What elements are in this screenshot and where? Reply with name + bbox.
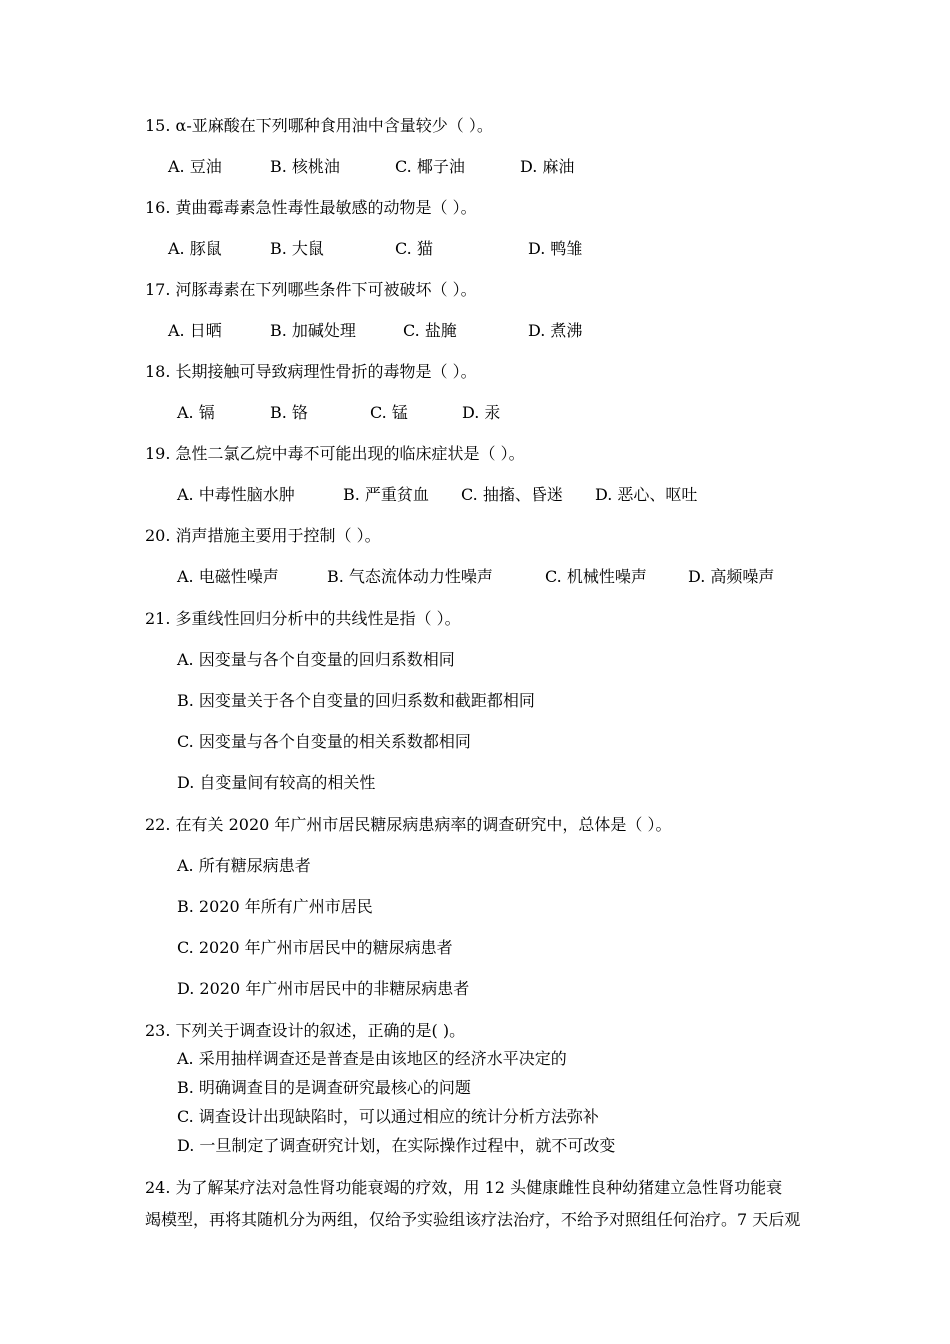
q23-option-d: D. 一旦制定了调查研究计划，在实际操作过程中，就不可改变 (177, 1136, 616, 1155)
q15-option-c: C. 椰子油 (395, 157, 465, 176)
q16-option-a: A. 豚鼠 (168, 239, 222, 258)
q19-option-c: C. 抽搐、昏迷 (461, 485, 563, 504)
question-19: 19. 急性二氯乙烷中毒不可能出现的临床症状是（ ）。 (145, 444, 525, 463)
q17-option-c: C. 盐腌 (403, 321, 457, 340)
q22-option-a: A. 所有糖尿病患者 (177, 856, 311, 875)
q21-option-d: D. 自变量间有较高的相关性 (177, 773, 376, 792)
q21-option-a: A. 因变量与各个自变量的回归系数相同 (177, 650, 455, 669)
q15-option-b: B. 核桃油 (270, 157, 340, 176)
q19-option-d: D. 恶心、呕吐 (595, 485, 698, 504)
q16-option-c: C. 猫 (395, 239, 433, 258)
q17-option-b: B. 加碱处理 (270, 321, 356, 340)
q17-option-a: A. 日晒 (168, 321, 222, 340)
q20-option-c: C. 机械性噪声 (545, 567, 647, 586)
question-17: 17. 河豚毒素在下列哪些条件下可被破坏（ ）。 (145, 280, 477, 299)
q19-option-a: A. 中毒性脑水肿 (177, 485, 295, 504)
question-24-line-1: 24. 为了解某疗法对急性肾功能衰竭的疗效，用 12 头健康雌性良种幼猪建立急性肾功能衰 (145, 1178, 783, 1197)
question-15: 15. α-亚麻酸在下列哪种食用油中含量较少（ ）。 (145, 116, 493, 135)
q18-option-c: C. 锰 (370, 403, 408, 422)
question-16: 16. 黄曲霉毒素急性毒性最敏感的动物是（ ）。 (145, 198, 477, 217)
q20-option-b: B. 气态流体动力性噪声 (327, 567, 493, 586)
question-21: 21. 多重线性回归分析中的共线性是指（ ）。 (145, 609, 461, 628)
q23-option-a: A. 采用抽样调查还是普查是由该地区的经济水平决定的 (177, 1049, 567, 1068)
q16-option-d: D. 鸭雏 (528, 239, 583, 258)
q22-option-c: C. 2020 年广州市居民中的糖尿病患者 (177, 938, 453, 957)
q21-option-c: C. 因变量与各个自变量的相关系数都相同 (177, 732, 471, 751)
q22-option-b: B. 2020 年所有广州市居民 (177, 897, 373, 916)
q18-option-b: B. 铬 (270, 403, 308, 422)
q17-option-d: D. 煮沸 (528, 321, 583, 340)
q21-option-b: B. 因变量关于各个自变量的回归系数和截距都相同 (177, 691, 535, 710)
q19-option-b: B. 严重贫血 (343, 485, 429, 504)
q23-option-c: C. 调查设计出现缺陷时，可以通过相应的统计分析方法弥补 (177, 1107, 599, 1126)
q22-option-d: D. 2020 年广州市居民中的非糖尿病患者 (177, 979, 470, 998)
q20-option-d: D. 高频噪声 (688, 567, 775, 586)
question-18: 18. 长期接触可导致病理性骨折的毒物是（ ）。 (145, 362, 477, 381)
q18-option-d: D. 汞 (462, 403, 501, 422)
q15-option-d: D. 麻油 (520, 157, 575, 176)
question-22: 22. 在有关 2020 年广州市居民糖尿病患病率的调查研究中，总体是（ ）。 (145, 815, 672, 834)
question-20: 20. 消声措施主要用于控制（ ）。 (145, 526, 381, 545)
q18-option-a: A. 镉 (177, 403, 215, 422)
question-24-line-2: 竭模型，再将其随机分为两组，仅给予实验组该疗法治疗，不给予对照组任何治疗。7 天后观 (145, 1210, 801, 1229)
q16-option-b: B. 大鼠 (270, 239, 324, 258)
q15-option-a: A. 豆油 (168, 157, 222, 176)
question-23: 23. 下列关于调查设计的叙述，正确的是( )。 (145, 1021, 466, 1040)
q20-option-a: A. 电磁性噪声 (177, 567, 279, 586)
q23-option-b: B. 明确调查目的是调查研究最核心的问题 (177, 1078, 471, 1097)
